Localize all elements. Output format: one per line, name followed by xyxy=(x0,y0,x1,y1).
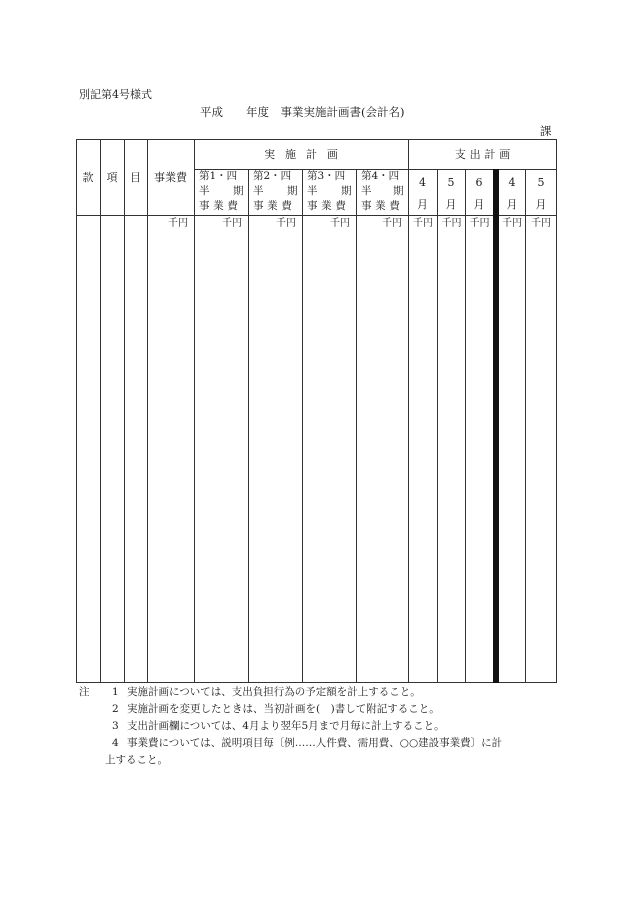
month-unit-next-may: 月 xyxy=(535,198,547,211)
month-unit-jun: 月 xyxy=(473,198,485,211)
header-jisshi-keikaku: 実施計画 xyxy=(264,148,348,161)
header-jigyouhi: 事業費 xyxy=(154,171,187,184)
unit-label-q4: 千円 xyxy=(382,218,402,229)
month-header-next-apr: 4 xyxy=(508,176,516,189)
month-header-next-may: 5 xyxy=(537,176,545,189)
notes-heading: 注 xyxy=(79,686,90,698)
form-number-label: 別記第4号様式 xyxy=(79,88,152,101)
month-header-may: 5 xyxy=(447,176,455,189)
unit-label-next-apr: 千円 xyxy=(502,218,522,229)
month-unit-next-apr: 月 xyxy=(506,198,518,211)
unit-label-jun: 千円 xyxy=(469,218,490,229)
header-kou: 項 xyxy=(106,171,118,184)
unit-label-q2: 千円 xyxy=(276,218,296,229)
unit-label-may: 千円 xyxy=(441,218,462,229)
department-label: 課 xyxy=(540,124,552,138)
header-moku: 目 xyxy=(130,171,141,184)
month-unit-apr: 月 xyxy=(417,198,428,211)
month-header-apr: 4 xyxy=(419,176,426,189)
month-unit-may: 月 xyxy=(445,198,457,211)
fiscal-year-divider-bar xyxy=(493,169,499,683)
unit-label-apr: 千円 xyxy=(413,218,433,229)
unit-label-next-may: 千円 xyxy=(531,218,551,229)
header-kan: 款 xyxy=(82,171,94,184)
unit-label-q3: 千円 xyxy=(330,218,350,229)
document-title: 平成 年度 事業実施計画書(会計名) xyxy=(200,105,405,119)
header-shishutsu-keikaku: 支出計画 xyxy=(454,148,515,161)
unit-label-q1: 千円 xyxy=(222,218,242,229)
plan-table: 款 項 目 事業費 実施計画 支出計画 第1・四 半 期 事業費 第2・四 半 期 事業費 第3・四 半 期 事業費 第4・四 半 期 事業費 4 月 5 月 6 月 4 月 5 月 千円 千円 千円 千円 千円 千円 千円 千円 千円 千円 xyxy=(76,139,557,683)
month-header-jun: 6 xyxy=(475,176,483,189)
unit-label-jigyouhi: 千円 xyxy=(168,218,188,229)
